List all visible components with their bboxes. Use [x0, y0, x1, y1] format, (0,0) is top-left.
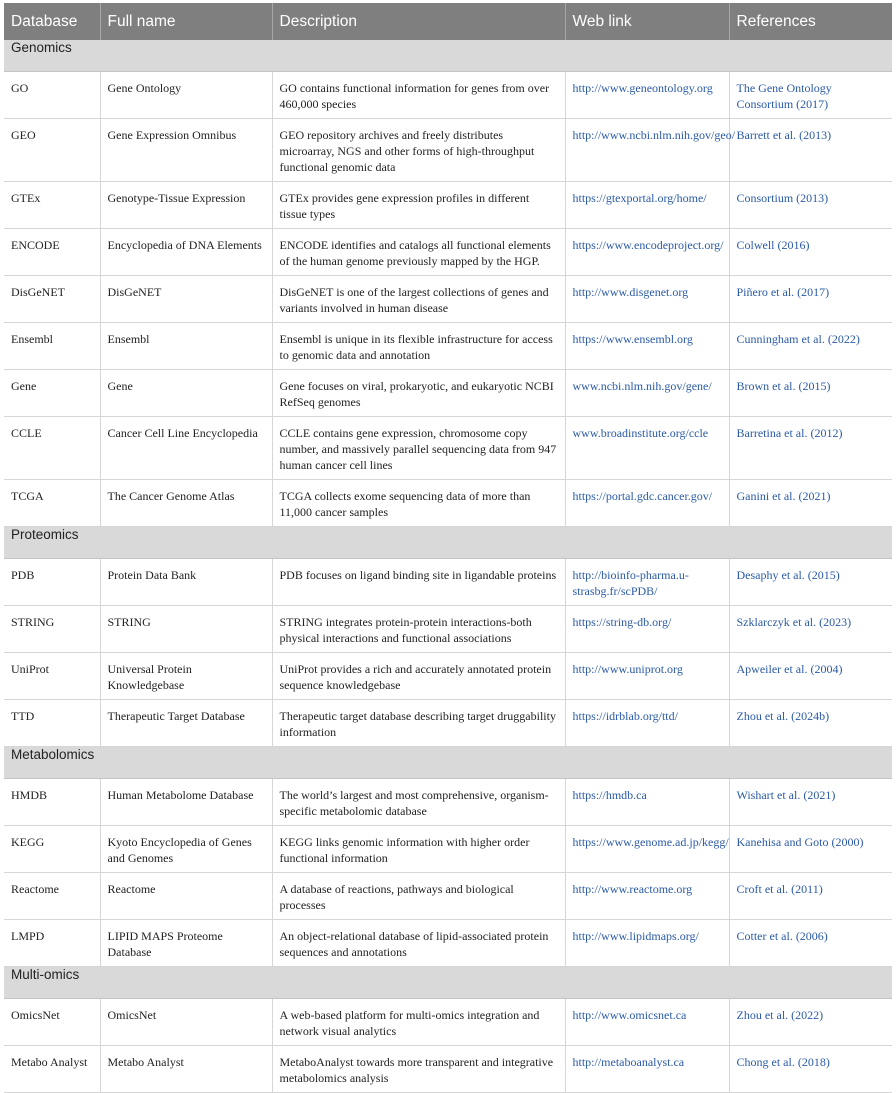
header-references: References: [729, 3, 892, 40]
table-row: [4, 559, 892, 606]
cell-database: PDB: [4, 559, 100, 606]
cell-reference[interactable]: Apweiler et al. (2004): [729, 653, 892, 700]
cell-reference[interactable]: Barrett et al. (2013): [729, 119, 892, 182]
table-row: [4, 323, 892, 370]
cell-description: ENCODE identifies and catalogs all functional elements of the human genome previously mapped by the HGP.: [272, 229, 565, 276]
cell-description: The world’s largest and most comprehensive, organism-specific metabolomic database: [272, 779, 565, 826]
header-web-link: Web link: [565, 3, 729, 40]
cell-reference[interactable]: Kanehisa and Goto (2000): [729, 826, 892, 873]
cell-web-link[interactable]: www.broadinstitute.org/ccle: [565, 417, 729, 480]
cell-reference[interactable]: Croft et al. (2011): [729, 873, 892, 920]
table-row: [4, 370, 892, 417]
cell-database: GO: [4, 72, 100, 119]
cell-database: DisGeNET: [4, 276, 100, 323]
table-row: [4, 276, 892, 323]
cell-database: Metabo Analyst: [4, 1046, 100, 1093]
cell-full-name: The Cancer Genome Atlas: [100, 480, 272, 527]
cell-description: CCLE contains gene expression, chromosome copy number, and massively parallel sequencing data from 947 human cancer cell lines: [272, 417, 565, 480]
cell-web-link[interactable]: http://www.lipidmaps.org/: [565, 920, 729, 967]
cell-full-name: STRING: [100, 606, 272, 653]
cell-database: GTEx: [4, 182, 100, 229]
cell-description: DisGeNET is one of the largest collections of genes and variants involved in human disease: [272, 276, 565, 323]
cell-database: TCGA: [4, 480, 100, 527]
cell-description: TCGA collects exome sequencing data of more than 11,000 cancer samples: [272, 480, 565, 527]
cell-database: OmicsNet: [4, 999, 100, 1046]
cell-full-name: Human Metabolome Database: [100, 779, 272, 826]
cell-description: MetaboAnalyst towards more transparent and integrative metabolomics analysis: [272, 1046, 565, 1093]
cell-database: TTD: [4, 700, 100, 747]
cell-description: A database of reactions, pathways and biological processes: [272, 873, 565, 920]
cell-web-link[interactable]: http://www.ncbi.nlm.nih.gov/geo/: [565, 119, 729, 182]
cell-database: UniProt: [4, 653, 100, 700]
cell-web-link[interactable]: http://metaboanalyst.ca: [565, 1046, 729, 1093]
section-title: Multi-omics: [4, 967, 892, 999]
table-row: [4, 417, 892, 480]
cell-reference[interactable]: Desaphy et al. (2015): [729, 559, 892, 606]
cell-full-name: Ensembl: [100, 323, 272, 370]
cell-full-name: Gene Expression Omnibus: [100, 119, 272, 182]
section-row-genomics: [4, 40, 892, 72]
table-row: [4, 700, 892, 747]
cell-description: A web-based platform for multi-omics integration and network visual analytics: [272, 999, 565, 1046]
cell-full-name: Genotype-Tissue Expression: [100, 182, 272, 229]
table-row: [4, 606, 892, 653]
header-description: Description: [272, 3, 565, 40]
table-row: [4, 826, 892, 873]
cell-full-name: Universal Protein Knowledgebase: [100, 653, 272, 700]
cell-reference[interactable]: Cotter et al. (2006): [729, 920, 892, 967]
cell-database: Ensembl: [4, 323, 100, 370]
cell-description: STRING integrates protein-protein interactions-both physical interactions and functional associations: [272, 606, 565, 653]
cell-database: ENCODE: [4, 229, 100, 276]
cell-web-link[interactable]: http://www.omicsnet.ca: [565, 999, 729, 1046]
table-row: [4, 873, 892, 920]
cell-web-link[interactable]: https://hmdb.ca: [565, 779, 729, 826]
cell-database: STRING: [4, 606, 100, 653]
cell-description: GO contains functional information for genes from over 460,000 species: [272, 72, 565, 119]
cell-reference[interactable]: Colwell (2016): [729, 229, 892, 276]
cell-database: CCLE: [4, 417, 100, 480]
cell-reference[interactable]: Zhou et al. (2022): [729, 999, 892, 1046]
table-row: [4, 1046, 892, 1093]
cell-description: PDB focuses on ligand binding site in ligandable proteins: [272, 559, 565, 606]
cell-web-link[interactable]: https://www.genome.ad.jp/kegg/: [565, 826, 729, 873]
table-row: [4, 480, 892, 527]
cell-web-link[interactable]: http://www.geneontology.org: [565, 72, 729, 119]
cell-web-link[interactable]: http://www.uniprot.org: [565, 653, 729, 700]
cell-reference[interactable]: Cunningham et al. (2022): [729, 323, 892, 370]
cell-database: LMPD: [4, 920, 100, 967]
cell-full-name: Encyclopedia of DNA Elements: [100, 229, 272, 276]
cell-reference[interactable]: Wishart et al. (2021): [729, 779, 892, 826]
cell-full-name: Cancer Cell Line Encyclopedia: [100, 417, 272, 480]
cell-database: GEO: [4, 119, 100, 182]
section-title: Genomics: [4, 40, 892, 72]
cell-reference[interactable]: Szklarczyk et al. (2023): [729, 606, 892, 653]
cell-description: GEO repository archives and freely distributes microarray, NGS and other forms of high-throughput functional genomic data: [272, 119, 565, 182]
cell-full-name: Gene: [100, 370, 272, 417]
header-database: Database: [4, 3, 100, 40]
cell-web-link[interactable]: http://www.reactome.org: [565, 873, 729, 920]
table-row: [4, 779, 892, 826]
section-title: Proteomics: [4, 527, 892, 559]
cell-description: Ensembl is unique in its flexible infrastructure for access to genomic data and annotation: [272, 323, 565, 370]
section-row-multi-omics: [4, 967, 892, 999]
table-row: [4, 653, 892, 700]
cell-description: KEGG links genomic information with higher order functional information: [272, 826, 565, 873]
header-full-name: Full name: [100, 3, 272, 40]
cell-description: GTEx provides gene expression profiles in different tissue types: [272, 182, 565, 229]
table-row: [4, 999, 892, 1046]
cell-web-link[interactable]: https://www.encodeproject.org/: [565, 229, 729, 276]
cell-description: Therapeutic target database describing target druggability information: [272, 700, 565, 747]
cell-database: HMDB: [4, 779, 100, 826]
section-row-proteomics: [4, 527, 892, 559]
cell-web-link[interactable]: https://www.ensembl.org: [565, 323, 729, 370]
cell-web-link[interactable]: http://www.disgenet.org: [565, 276, 729, 323]
cell-reference[interactable]: Chong et al. (2018): [729, 1046, 892, 1093]
header-row: [4, 3, 892, 40]
table-row: [4, 182, 892, 229]
cell-reference[interactable]: Consortium (2013): [729, 182, 892, 229]
table-row: [4, 119, 892, 182]
cell-database: Reactome: [4, 873, 100, 920]
cell-web-link[interactable]: https://portal.gdc.cancer.gov/: [565, 480, 729, 527]
cell-web-link[interactable]: https://gtexportal.org/home/: [565, 182, 729, 229]
section-row-metabolomics: [4, 747, 892, 779]
table-row: [4, 229, 892, 276]
cell-reference[interactable]: Piñero et al. (2017): [729, 276, 892, 323]
cell-full-name: Protein Data Bank: [100, 559, 272, 606]
cell-reference[interactable]: Barretina et al. (2012): [729, 417, 892, 480]
cell-database: Gene: [4, 370, 100, 417]
cell-description: Gene focuses on viral, prokaryotic, and eukaryotic NCBI RefSeq genomes: [272, 370, 565, 417]
cell-full-name: DisGeNET: [100, 276, 272, 323]
cell-web-link[interactable]: https://string-db.org/: [565, 606, 729, 653]
cell-full-name: Gene Ontology: [100, 72, 272, 119]
cell-description: An object-relational database of lipid-associated protein sequences and annotations: [272, 920, 565, 967]
cell-web-link[interactable]: www.ncbi.nlm.nih.gov/gene/: [565, 370, 729, 417]
cell-full-name: Reactome: [100, 873, 272, 920]
cell-full-name: Metabo Analyst: [100, 1046, 272, 1093]
cell-database: KEGG: [4, 826, 100, 873]
section-title: Metabolomics: [4, 747, 892, 779]
cell-reference[interactable]: Brown et al. (2015): [729, 370, 892, 417]
cell-full-name: LIPID MAPS Proteome Database: [100, 920, 272, 967]
cell-reference[interactable]: Ganini et al. (2021): [729, 480, 892, 527]
cell-web-link[interactable]: https://idrblab.org/ttd/: [565, 700, 729, 747]
cell-full-name: Therapeutic Target Database: [100, 700, 272, 747]
cell-reference[interactable]: The Gene Ontology Consortium (2017): [729, 72, 892, 119]
database-table: [4, 3, 892, 1093]
cell-reference[interactable]: Zhou et al. (2024b): [729, 700, 892, 747]
table-row: [4, 72, 892, 119]
cell-web-link[interactable]: http://bioinfo-pharma.u-strasbg.fr/scPDB/: [565, 559, 729, 606]
table-row: [4, 920, 892, 967]
cell-full-name: Kyoto Encyclopedia of Genes and Genomes: [100, 826, 272, 873]
cell-description: UniProt provides a rich and accurately annotated protein sequence knowledgebase: [272, 653, 565, 700]
cell-full-name: OmicsNet: [100, 999, 272, 1046]
